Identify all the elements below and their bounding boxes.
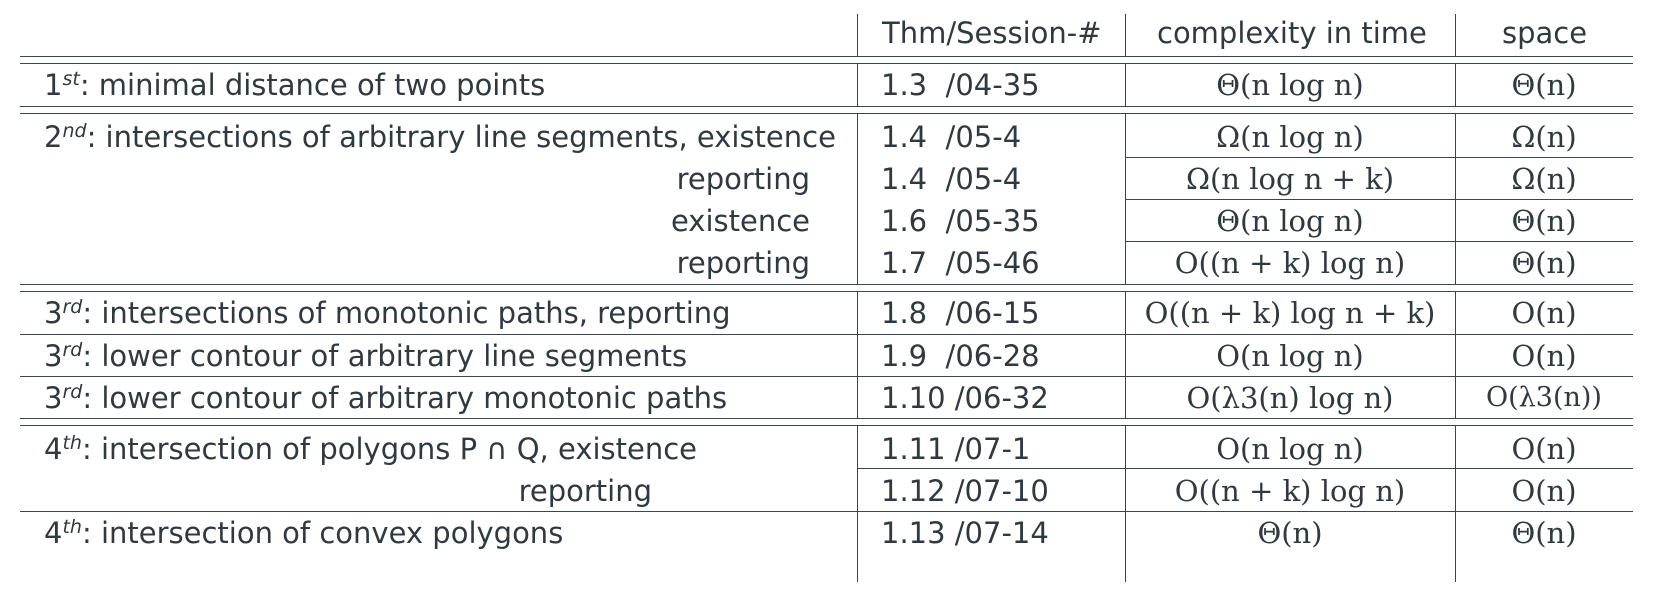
ordinal: 2 <box>44 120 63 154</box>
row-label <box>44 296 731 330</box>
space-complexity: O(n) <box>1511 474 1577 508</box>
ordinal: 4 <box>44 432 63 466</box>
rule-row <box>20 376 1633 377</box>
ordinal: 3 <box>44 296 63 330</box>
space-complexity: O(λ3(n)) <box>1486 382 1602 413</box>
label-text: : intersection of polygons P ∩ Q, existence <box>81 432 698 466</box>
row-label: reporting <box>676 162 810 196</box>
label-text: : intersection of convex polygons <box>81 516 564 550</box>
header-thm: Thm/Session-# <box>882 16 1102 50</box>
row-label: existence <box>670 204 810 238</box>
label-text: : intersections of arbitrary line segments, existence <box>86 120 836 154</box>
time-complexity: Ω(n log n + k) <box>1185 162 1395 196</box>
label-text: : minimal distance of two points <box>79 68 546 102</box>
ordinal: 3 <box>44 339 63 373</box>
thm-session: 1.3 /04-35 <box>881 68 1040 102</box>
thm-session: 1.6 /05-35 <box>881 204 1040 238</box>
thm-session: 1.4 /05-4 <box>881 162 1022 196</box>
rule-header-2 <box>20 63 1633 64</box>
col-rule <box>857 63 858 106</box>
ordinal-suffix: rd <box>62 339 83 361</box>
space-complexity: O(n) <box>1511 339 1577 373</box>
time-complexity: Θ(n log n) <box>1216 68 1364 102</box>
ordinal-suffix: st <box>62 68 80 90</box>
ordinal: 3 <box>44 381 63 415</box>
col-rule <box>857 291 858 418</box>
label-text: : intersections of monotonic paths, reporting <box>82 296 731 330</box>
space-complexity: Ω(n) <box>1511 120 1577 154</box>
time-complexity: O((n + k) log n) <box>1174 246 1406 280</box>
header-time: complexity in time <box>1157 16 1427 50</box>
header-space: space <box>1502 16 1588 50</box>
ordinal-suffix: th <box>62 516 82 538</box>
thm-session: 1.8 /06-15 <box>881 296 1040 330</box>
row-label <box>44 339 688 373</box>
time-complexity: O((n + k) log n + k) <box>1144 296 1436 330</box>
rule-group1-1 <box>20 106 1633 107</box>
rule-header-1 <box>20 56 1633 57</box>
space-complexity: Θ(n) <box>1511 246 1577 280</box>
thm-session: 1.13 /07-14 <box>881 516 1049 550</box>
col-rule <box>1455 14 1456 57</box>
time-complexity: Θ(n) <box>1257 516 1323 550</box>
label-text: : lower contour of arbitrary monotonic paths <box>82 381 728 415</box>
col-rule <box>857 113 858 284</box>
ordinal: 4 <box>44 516 63 550</box>
thm-session: 1.12 /07-10 <box>881 474 1049 508</box>
space-complexity: Θ(n) <box>1511 516 1577 550</box>
rule-row <box>20 511 1633 512</box>
row-label <box>44 432 698 466</box>
rule-group2-2 <box>20 291 1633 292</box>
space-complexity: Θ(n) <box>1511 68 1577 102</box>
rule-row <box>857 468 1633 469</box>
row-label <box>44 68 546 102</box>
ordinal-suffix: nd <box>62 120 87 142</box>
ordinal-suffix: th <box>62 432 82 454</box>
time-complexity: Ω(n log n) <box>1216 120 1364 154</box>
time-complexity: O(λ3(n) log n) <box>1186 381 1394 415</box>
thm-session: 1.7 /05-46 <box>881 246 1040 280</box>
row-label: reporting <box>518 474 652 508</box>
time-complexity: O(n log n) <box>1216 339 1364 373</box>
thm-session: 1.4 /05-4 <box>881 120 1022 154</box>
row-label: reporting <box>676 246 810 280</box>
time-complexity: O((n + k) log n) <box>1174 474 1406 508</box>
space-complexity: Ω(n) <box>1511 162 1577 196</box>
rule-row <box>1125 157 1633 158</box>
rule-group1-2 <box>20 113 1633 114</box>
ordinal: 1 <box>44 68 63 102</box>
col-rule <box>857 14 858 57</box>
rule-group3-2 <box>20 425 1633 426</box>
col-rule <box>1125 14 1126 57</box>
row-label <box>44 516 564 550</box>
rule-row <box>1125 241 1633 242</box>
space-complexity: Θ(n) <box>1511 204 1577 238</box>
row-label <box>44 120 836 154</box>
thm-session: 1.10 /06-32 <box>881 381 1049 415</box>
rule-group2-1 <box>20 284 1633 285</box>
space-complexity: O(n) <box>1511 432 1577 466</box>
col-rule <box>857 425 858 582</box>
time-complexity: O(n log n) <box>1216 432 1364 466</box>
ordinal-suffix: rd <box>62 296 83 318</box>
rule-row <box>1125 199 1633 200</box>
rule-group3-1 <box>20 418 1633 419</box>
thm-session: 1.9 /06-28 <box>881 339 1040 373</box>
ordinal-suffix: rd <box>62 381 83 403</box>
label-text: : lower contour of arbitrary line segments <box>82 339 688 373</box>
row-label <box>44 381 728 415</box>
thm-session: 1.11 /07-1 <box>881 432 1031 466</box>
space-complexity: O(n) <box>1511 296 1577 330</box>
time-complexity: Θ(n log n) <box>1216 204 1364 238</box>
rule-row <box>20 334 1633 335</box>
